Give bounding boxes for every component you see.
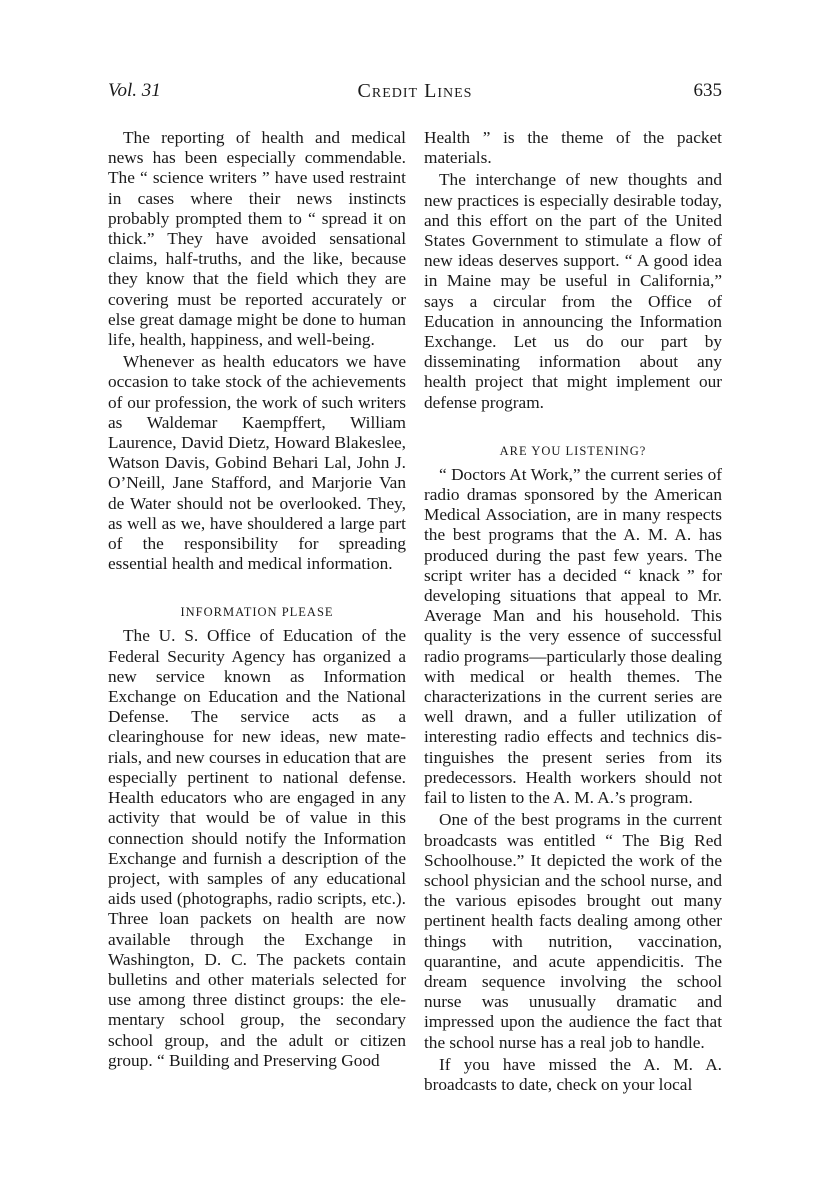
- section-heading: ARE YOU LISTENING?: [499, 443, 647, 458]
- right-column: [424, 128, 722, 1095]
- section-heading: INFORMATION PLEASE: [180, 605, 334, 620]
- left-column: [108, 128, 406, 1071]
- paragraph: If you have missed the A. M. A. broadcasts to date, check on your local: [424, 1054, 722, 1094]
- paragraph: The interchange of new thoughts and new practices is especially desirable today, and this effort on the part of the United States Government to stimulate a flow of new ideas deserves support. “ A good idea in Maine may be useful in California,” says a circular from the Office of Education in announcing the Information Exchange. Let us do our part by disseminating information about any health project that might implement our defense program.: [424, 170, 722, 412]
- page-number: 635: [693, 80, 722, 101]
- paragraph-continued: Health ” is the theme of the packet materials.: [424, 128, 722, 168]
- paragraph: “ Doctors At Work,” the current series of radio dramas sponsored by the American Medical Association, are in many respects the best programs that the A. M. A. has produced during the past few years. The script writer has a decided “ knack ” for developing situations that appeal to Mr. Average Man and his household. This quality is the very essence of successful radio programs—particularly those dealing with medical or health themes. The characterizations in the current series are well drawn, and a fuller utilization of interesting radio effects and technics distinguishes the present series from its predecessors. Health workers should not fail to listen to the A. M. A.’s program.: [424, 464, 723, 808]
- volume-label: Vol. 31: [108, 80, 161, 101]
- running-title: Credit Lines: [357, 80, 473, 102]
- running-header: [108, 80, 722, 110]
- paragraph: The reporting of health and medical news has been especially commendable. The “ science writers ” have used restraint in cases where their news instincts probably prompted them to “ spread it on thick.” They have avoided sensational claims, half-truths, and the like, because they know that the field which they are covering must be reported accurately or else great damage might be done to human life, health, happiness, and well-being.: [108, 128, 406, 350]
- paragraph: Whenever as health educators we have occasion to take stock of the achievements of our profession, the work of such writers as Waldemar Kaempffert, William Laurence, David Dietz, Howard Blakeslee, Watson Davis, Gobind Behari Lal, John J. O’Neill, Jane Stafford, and Marjorie Van de Water should not be overlooked. They, as well as we, have shouldered a large part of the responsibility for spreading essential health and medical information.: [108, 352, 406, 574]
- paragraph: One of the best programs in the current broadcasts was entitled “ The Big Red Schoolhouse.” It depicted the work of the school physician and the school nurse, and the various episodes brought out many pertinent health facts dealing among other things with nutrition, vaccination, quarantine, and acute appendicitis. The dream sequence involving the school nurse was unusually dramatic and impressed upon the audience the fact that the school nurse has a real job to handle.: [424, 810, 722, 1052]
- paragraph: The U. S. Office of Education of the Federal Security Agency has organized a new service known as Information Exchange on Education and the National Defense. The service acts as a clearinghouse for new ideas, new materials, and new courses in education that are especially pertinent to national defense. Health educators who are engaged in any activity that would be of value in this connection should notify the Information Exchange and furnish a description of the project, with samples of any educational aids used (photographs, radio scripts, etc.). Three loan packets on health are now available through the Exchange in Washington, D. C. The packets contain bulletins and other materials selected for use among three distinct groups: the elementary school group, the secondary school group, and the adult or citizen group. “ Building and Preserving Good: [108, 626, 406, 1070]
